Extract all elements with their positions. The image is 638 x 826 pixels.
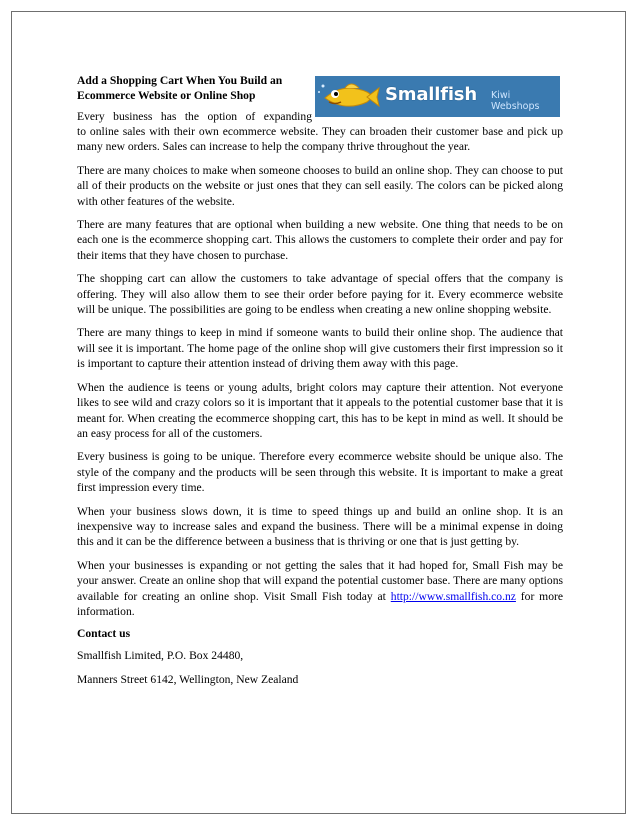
contact-address-line-2: Manners Street 6142, Wellington, New Zealand xyxy=(77,672,299,686)
paragraph: There are many features that are optional when building a new website. One thing that needs to be on each one is the ecommerce shopping cart. This allows the customers to complete their order and pay for their items that they have chosen to purchase. xyxy=(77,218,563,262)
logo-wordmark: Smallfish xyxy=(385,84,477,105)
closing-text: When your businesses is expanding or not getting the sales that it had hoped for, Small Fish may be your answer. Create an online shop that will expand the potential customer base. There are many options available for creating an online shop. Visit Small Fish today at xyxy=(77,558,563,603)
smallfish-logo xyxy=(315,76,560,117)
closing-paragraph xyxy=(77,558,563,620)
paragraph: There are many choices to make when someone chooses to build an online shop. They can choose to put all of their products on the website or just ones that they can sell easily. The colors can be picked along with other features of the website. xyxy=(77,163,563,208)
closing-text-after-link: for more information. xyxy=(77,589,563,618)
intro-first-line: Every business has the option of expanding xyxy=(77,110,312,123)
intro-paragraph-rest: to online sales with their own ecommerce website. They can broaden their customer base and pick up many new orders. Sales can increase to help the company thrive throughout the year. xyxy=(77,125,563,154)
document-title: Add a Shopping Cart When You Build an Ecommerce Website or Online Shop xyxy=(77,74,283,102)
contact-address-line-1: Smallfish Limited, P.O. Box 24480, xyxy=(77,649,244,663)
paragraph: There are many things to keep in mind if someone wants to build their online shop. The audience that will see it is important. The home page of the online shop will give customers their first impression so it is important to capture their attention instead of driving them away with this page. xyxy=(77,326,563,371)
paragraph: When your business slows down, it is time to speed things up and build an online shop. It is an inexpensive way to increase sales and expand the business. There will be a minimal expense in doing this and it can be the difference between a business that is thriving or one that is just getting by. xyxy=(77,504,563,549)
paragraph: Every business is going to be unique. Therefore every ecommerce website should be unique also. The style of the company and the products will be seen through this website. It is important to make a great first impression every time. xyxy=(77,450,563,495)
paragraph: The shopping cart can allow the customers to take advantage of special offers that the company is offering. They will also allow them to see their order before paying for it. Every ecommerce website will be unique. The possibilities are going to be endless when creating a new online shopping website. xyxy=(77,272,563,317)
contact-heading: Contact us xyxy=(77,627,131,641)
website-link[interactable]: http://www.smallfish.co.nz xyxy=(390,589,516,603)
document-body xyxy=(77,73,563,687)
logo-tagline: Kiwi Webshops xyxy=(491,90,540,112)
paragraph: When the audience is teens or young adults, bright colors may capture their attention. Not everyone likes to see wild and crazy colors so it is important that it appeals to the potential customer base that it is meant for. When creating the ecommerce shopping cart, this has to be kept in mind as well. It should be an easy process for all of the customers. xyxy=(77,380,563,440)
